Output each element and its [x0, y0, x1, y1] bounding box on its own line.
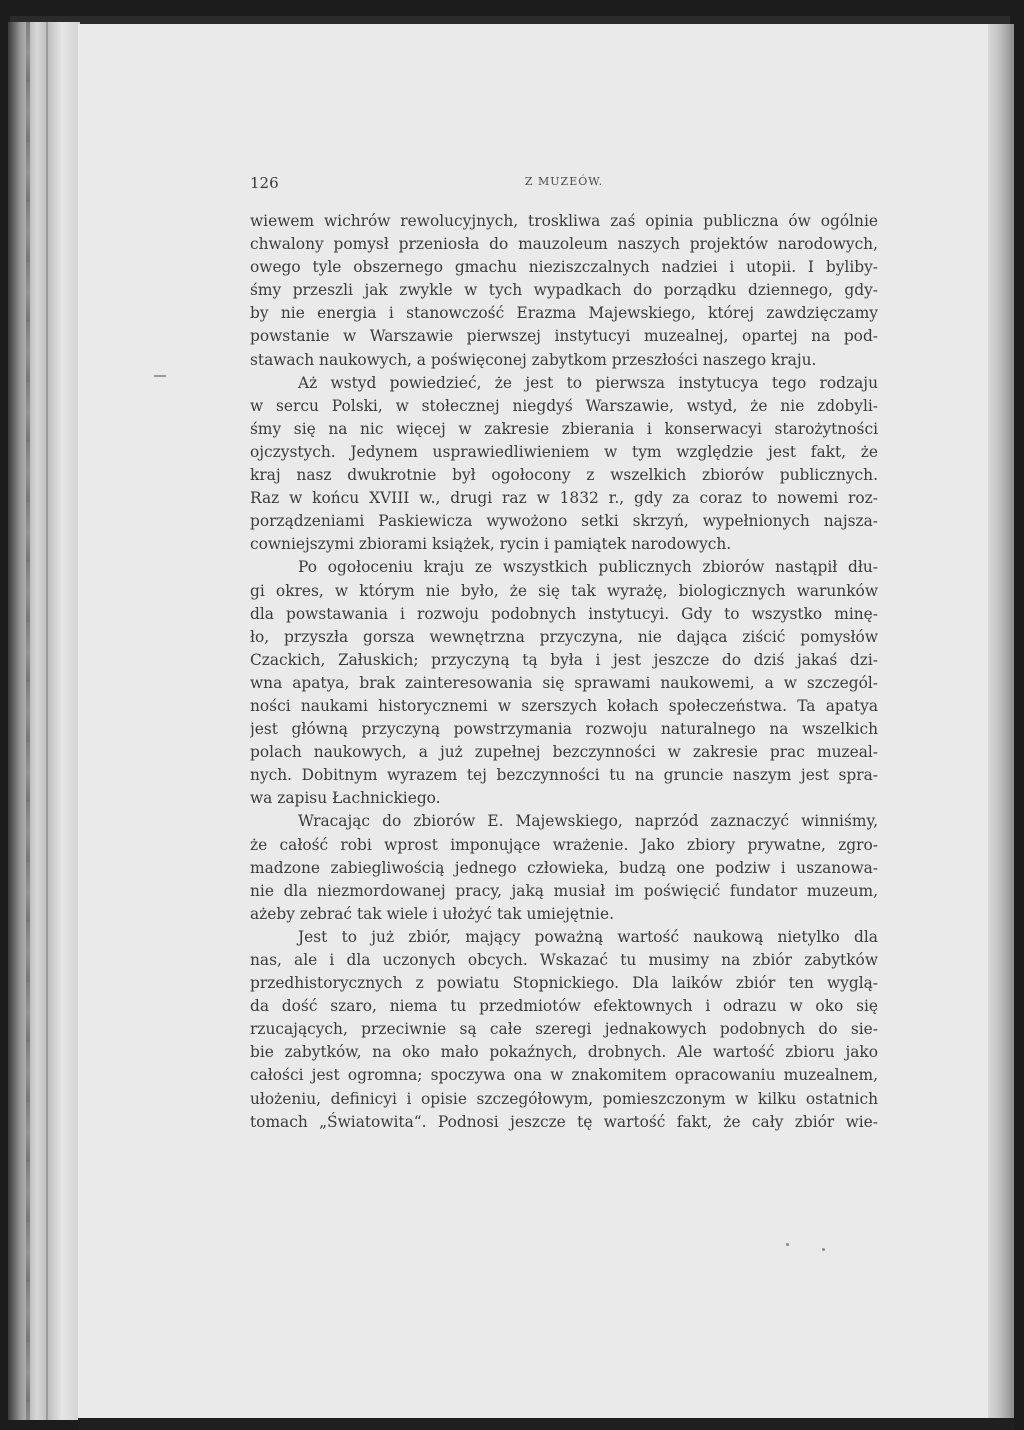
text-line: stawach naukowych, a poświęconej zabytkom przeszłości naszego kraju.	[250, 350, 817, 369]
book-binding	[8, 22, 80, 1420]
text-line: Aż wstyd powiedzieć, że jest to pierwsza instytucya tego rodzaju	[298, 373, 878, 392]
text-line: ułożeniu, definicyi i opisie szczegółowym, pomieszczonym w kilku ostatnich	[250, 1089, 878, 1108]
text-line: Czackich, Załuskich; przyczyną tą była i jest jeszcze do dziś jakaś dzi-	[250, 650, 878, 669]
text-line: nas, ale i dla uczonych obcych. Wskazać tu musimy na zbiór zabytków	[250, 951, 878, 969]
text-line: ności naukami historycznemi w szerszych kołach społeczeństwa. Ta apatya	[250, 696, 878, 715]
text-line: dla powstawania i rozwoju podobnych instytucyi. Gdy to wszystko minę-	[250, 604, 878, 623]
text-line: tomach „Światowita“. Podnosi jeszcze tę wartość fakt, że cały zbiór wie-	[250, 1112, 878, 1131]
running-head: Z MUZEÓW.	[524, 175, 604, 188]
text-line: ło, przyszła gorsza wewnętrzna przyczyna, nie dająca ziścić pomysłów	[250, 627, 878, 646]
text-line: wa zapisu Łachnickiego.	[250, 789, 441, 808]
text-line: w sercu Polski, w stołecznej niegdyś Warszawie, wstyd, że nie zdobyli-	[250, 396, 878, 415]
text-line: chwalony pomysł przeniosła do mauzoleum naszych projektów narodowych,	[250, 235, 878, 254]
page-top-edge	[10, 16, 1010, 24]
text-line: śmy przeszli jak zwykle w tych wypadkach do porządku dziennego, gdy-	[250, 281, 878, 300]
text-line: by nie energia i stanowczość Erazma Majewskiego, której zawdzięczamy	[250, 304, 878, 323]
page-right-edge	[988, 24, 1014, 1418]
text-line: kraj nasz dwukrotnie był ogołocony z wszelkich zbiorów publicznych.	[250, 466, 878, 485]
text-line: bie zabytków, na oko mało pokaźnych, drobnych. Ale wartość zbioru jako	[250, 1043, 878, 1062]
text-line: nie dla niezmordowanej pracy, jaką musiał im poświęcić fundator muzeum,	[250, 881, 878, 900]
page-bottom-edge	[78, 1418, 1014, 1430]
text-line: przedhistorycznych z powiatu Stopnickiego. Dla laików zbiór ten wyglą-	[250, 974, 878, 993]
text-line: Jest to już zbiór, mający poważną wartość naukową nietylko dla	[298, 927, 878, 946]
text-line: rzucających, przeciwnie są całe szeregi jednakowych podobnych do sie-	[250, 1020, 878, 1039]
text-line: owego tyle obszernego gmachu nieziszczalnych nadziei i utopii. I byliby-	[250, 258, 878, 277]
page-header	[250, 172, 878, 196]
text-line: cowniejszymi zbiorami książek, rycin i pamiątek narodowych.	[250, 535, 732, 554]
text-line: Raz w końcu XVIII w., drugi raz w 1832 r., gdy za coraz to nowemi roz-	[250, 489, 878, 508]
text-line: że całość robi wprost imponujące wrażenie. Jako zbiory prywatne, zgro-	[250, 835, 878, 854]
page-number: 126	[250, 174, 279, 192]
text-line: ojczystych. Jedynem usprawiedliwieniem w tym względzie jest fakt, że	[250, 442, 878, 461]
text-line: madzone zabiegliwością jednego człowieka, budzą one podziw i uszanowa-	[250, 858, 878, 877]
paper-speck	[786, 1243, 789, 1246]
text-line: nych. Dobitnym wyrazem tej bezczynności tu na gruncie naszym jest spra-	[250, 766, 878, 785]
text-line: wiewem wichrów rewolucyjnych, troskliwa zaś opinia publiczna ów ogólnie	[250, 212, 878, 230]
text-line: porządzeniami Paskiewicza wywożono setki skrzyń, wypełnionych najsza-	[250, 512, 878, 531]
text-line: Wracając do zbiorów E. Majewskiego, naprzód zaznaczyć winniśmy,	[298, 812, 878, 831]
text-line: śmy się na nic więcej w zakresie zbierania i konserwacyi starożytności	[250, 419, 878, 438]
text-line: da dość szaro, niema tu przedmiotów efektownych i odrazu w oko się	[250, 997, 878, 1016]
text-line: jest główną przyczyną powstrzymania rozwoju naturalnego na wszelkich	[250, 720, 878, 739]
margin-mark	[154, 375, 166, 377]
text-line: całości jest ogromna; spoczywa ona w znakomitem opracowaniu muzealnem,	[250, 1066, 878, 1085]
paper-speck	[822, 1248, 825, 1251]
text-line: Po ogołoceniu kraju ze wszystkich publicznych zbiorów nastąpił dłu-	[298, 558, 878, 577]
text-line: gi okres, w którym nie było, że się tak wyrażę, biologicznych warunków	[250, 581, 878, 600]
text-line: powstanie w Warszawie pierwszej instytucyi muzealnej, opartej na pod-	[250, 327, 878, 346]
body-text	[250, 210, 878, 1190]
text-line: polach naukowych, a już zupełnej bezczynności w zakresie prac muzeal-	[250, 743, 878, 762]
text-line: ażeby zebrać tak wiele i ułożyć tak umiejętnie.	[250, 904, 614, 923]
text-line: wna apatya, brak zainteresowania się sprawami naukowemi, a w szczegól-	[250, 673, 878, 692]
